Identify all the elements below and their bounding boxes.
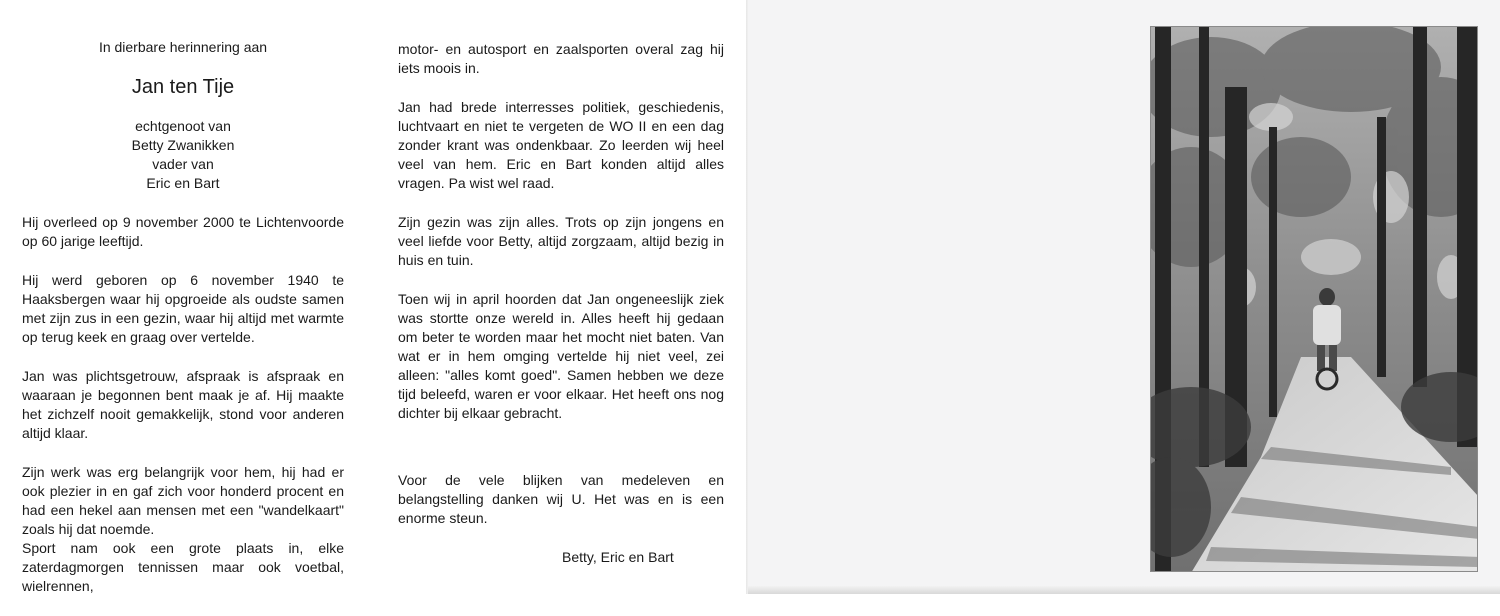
relation-line: Eric en Bart xyxy=(146,175,220,191)
left-column xyxy=(22,38,344,616)
relation-line: Betty Zwanikken xyxy=(131,137,235,153)
paragraph-interests: Jan had brede interresses politiek, geschiedenis, luchtvaart en niet te vergeten de WO II en een dag zonder krant was ondenkbaar. Zo leerden wij heel veel van hem. Eric en Bart konden altijd alles vragen. Pa wist wel raad. xyxy=(398,99,724,191)
paragraph-illness: Toen wij in april hoorden dat Jan ongeneeslijk ziek was stortte onze wereld in. Alles heeft hij gedaan om beter te worden maar het mocht niet baten. Van wat er in hem omging vertelde hij niet veel, zei alleen: "alles komt goed". Samen hebben we deze tijd beleefd, waren er voor elkaar. Het heeft ons nog dichter bij elkaar gebracht. xyxy=(398,291,724,421)
paragraph-family: Zijn gezin was zijn alles. Trots op zijn jongens en veel liefde voor Betty, altijd zorgzaam, altijd bezig in huis en tuin. xyxy=(398,214,724,268)
text-panel xyxy=(0,0,748,594)
intro-line: In dierbare herinnering aan xyxy=(98,39,268,55)
right-column xyxy=(398,40,724,567)
paragraph-thanks: Voor de vele blijken van medeleven en belangstelling danken wij U. Het was en is een enorme steun. xyxy=(398,472,724,526)
forest-path-photo xyxy=(1150,26,1478,572)
page-edge-shadow xyxy=(748,586,1500,594)
paragraph-death: Hij overleed op 9 november 2000 te Lichtenvoorde op 60 jarige leeftijd. xyxy=(22,214,344,249)
relation-line: vader van xyxy=(152,156,214,172)
signature: Betty, Eric en Bart xyxy=(562,549,674,565)
relation-line: echtgenoot van xyxy=(135,118,231,134)
deceased-name: Jan ten Tije xyxy=(131,76,235,98)
paragraph-birth: Hij werd geboren op 6 november 1940 te Haaksbergen waar hij opgroeide als oudste samen met zijn zus in een gezin, waar hij altijd met warmte op terug keek en graag over vertelde. xyxy=(22,272,344,345)
forest-path-illustration xyxy=(1151,27,1478,572)
paragraph-work: Zijn werk was erg belangrijk voor hem, hij had er ook plezier in en gaf zich voor honderd procent en had een hekel aan mensen met een "wandelkaart" zoals hij dat noemde. xyxy=(22,464,344,537)
paragraph-sport: Sport nam ook een grote plaats in, elke zaterdagmorgen tennissen maar ook voetbal, wielrennen, xyxy=(22,540,344,594)
paragraph-character: Jan was plichtsgetrouw, afspraak is afspraak en waaraan je begonnen bent maak je af. Hij maakte het zichzelf nooit gemakkelijk, stond voor anderen altijd klaar. xyxy=(22,368,344,441)
relations-block xyxy=(22,117,344,193)
paragraph-sport-continued: motor- en autosport en zaalsporten overal zag hij iets moois in. xyxy=(398,41,724,76)
